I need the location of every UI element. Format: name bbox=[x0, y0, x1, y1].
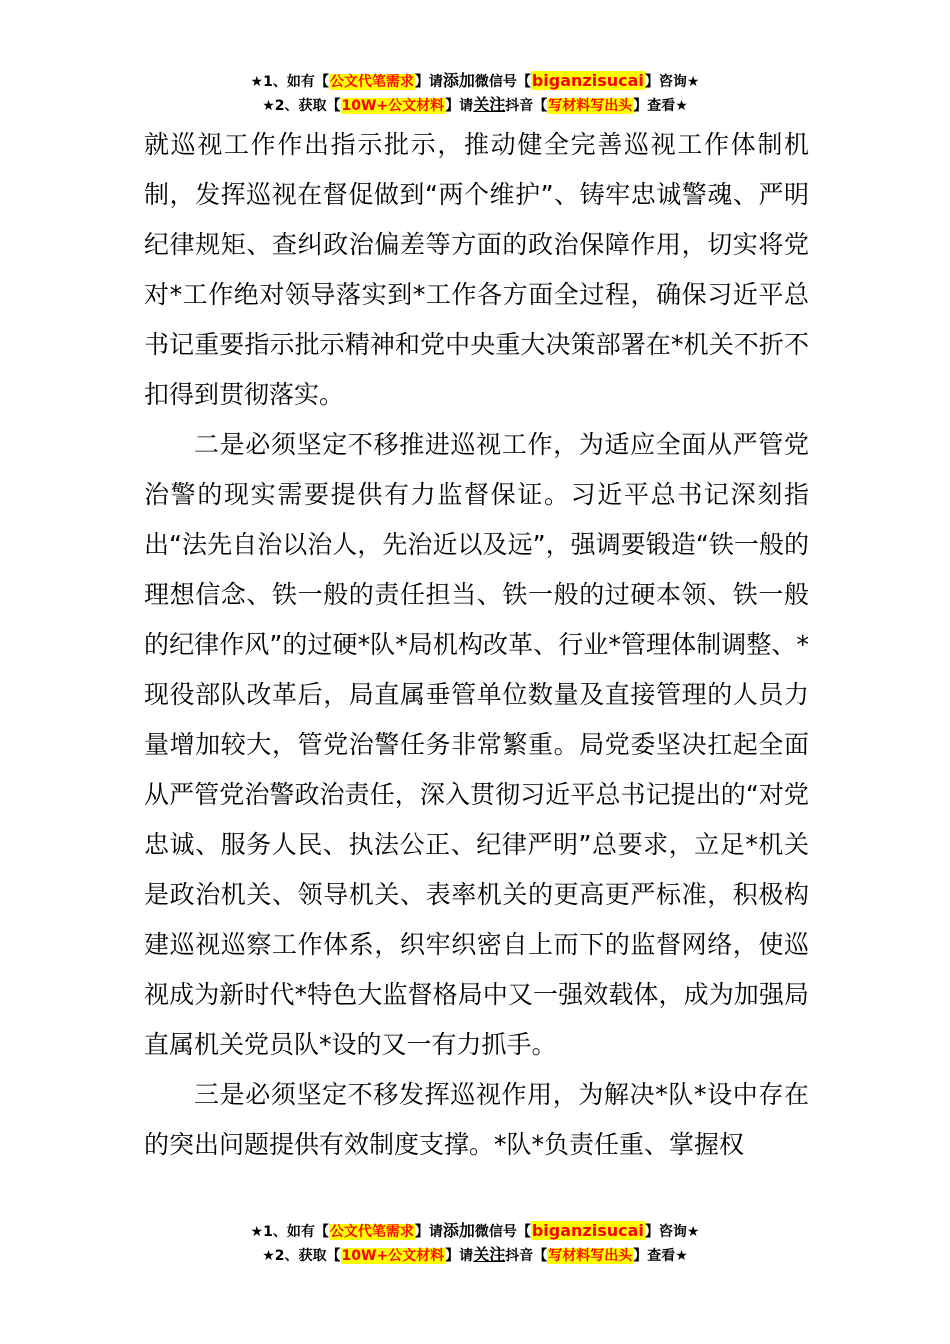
banner-highlight: 10W+公文材料 bbox=[341, 98, 445, 114]
banner-text: 】请 bbox=[445, 1248, 474, 1264]
banner-text: 】咨询★ bbox=[644, 1224, 700, 1240]
banner-text: 抖音【 bbox=[505, 1248, 548, 1264]
banner-text: 】查看★ bbox=[633, 98, 688, 114]
banner-line-2 bbox=[0, 1243, 950, 1267]
banner-emphasis: 添加 bbox=[442, 71, 475, 90]
header-banner bbox=[0, 69, 950, 117]
banner-text: ★1、如有【 bbox=[250, 74, 329, 90]
banner-emphasis: 关注 bbox=[473, 1245, 506, 1264]
banner-highlight: 公文代笔需求 bbox=[329, 74, 414, 90]
banner-highlight: 写材料写出头 bbox=[548, 1248, 633, 1264]
paragraph-1: 就巡视工作作出指示批示，推动健全完善巡视工作体制机制，发挥巡视在督促做到“两个维护”、铸牢忠诚警魂、严明纪律规矩、查纠政治偏差等方面的政治保障作用，切实将党对*工作绝对领导落实到*工作各方面全过程，确保习近平总书记重要指示批示精神和党中央重大决策部署在*机关不折不扣得到贯彻落实。 bbox=[144, 130, 809, 409]
banner-text: 】咨询★ bbox=[644, 74, 700, 90]
banner-text: 】请 bbox=[414, 74, 443, 90]
banner-emphasis: 添加 bbox=[442, 1221, 475, 1240]
document-body bbox=[144, 120, 809, 1170]
banner-text: ★2、获取【 bbox=[262, 1248, 341, 1264]
banner-highlight: 10W+公文材料 bbox=[341, 1248, 445, 1264]
banner-text: 】查看★ bbox=[633, 1248, 688, 1264]
banner-highlight: 公文代笔需求 bbox=[329, 1224, 414, 1240]
banner-line-1 bbox=[0, 1219, 950, 1243]
banner-emphasis: 关注 bbox=[473, 95, 506, 114]
banner-line-1 bbox=[0, 69, 950, 93]
banner-text: 微信号【 bbox=[474, 1224, 531, 1240]
footer-banner bbox=[0, 1219, 950, 1267]
banner-text: 】请 bbox=[414, 1224, 443, 1240]
banner-wechat-id: biganzisucai bbox=[531, 1221, 644, 1240]
banner-text: ★2、获取【 bbox=[262, 98, 341, 114]
banner-highlight: 写材料写出头 bbox=[548, 98, 633, 114]
paragraph-3: 三是必须坚定不移发挥巡视作用，为解决*队*设中存在的突出问题提供有效制度支撑。*队*负责任重、掌握权 bbox=[144, 1080, 809, 1159]
banner-line-2 bbox=[0, 93, 950, 117]
banner-wechat-id: biganzisucai bbox=[531, 71, 644, 90]
paragraph-2: 二是必须坚定不移推进巡视工作，为适应全面从严管党治警的现实需要提供有力监督保证。习近平总书记深刻指出“法先自治以治人，先治近以及远”，强调要锻造“铁一般的理想信念、铁一般的责任担当、铁一般的过硬本领、铁一般的纪律作风”的过硬*队*局机构改革、行业*管理体制调整、*现役部队改革后，局直属垂管单位数量及直接管理的人员力量增加较大，管党治警任务非常繁重。局党委坚决扛起全面从严管党治警政治责任，深入贯彻习近平总书记提出的“对党忠诚、服务人民、执法公正、纪律严明”总要求，立足*机关是政治机关、领导机关、表率机关的更高更严标准，积极构建巡视巡察工作体系，织牢织密自上而下的监督网络，使巡视成为新时代*特色大监督格局中又一强效载体，成为加强局直属机关党员队*设的又一有力抓手。 bbox=[144, 430, 809, 1059]
banner-text: 】请 bbox=[445, 98, 474, 114]
banner-text: 抖音【 bbox=[505, 98, 548, 114]
banner-text: ★1、如有【 bbox=[250, 1224, 329, 1240]
banner-text: 微信号【 bbox=[474, 74, 531, 90]
